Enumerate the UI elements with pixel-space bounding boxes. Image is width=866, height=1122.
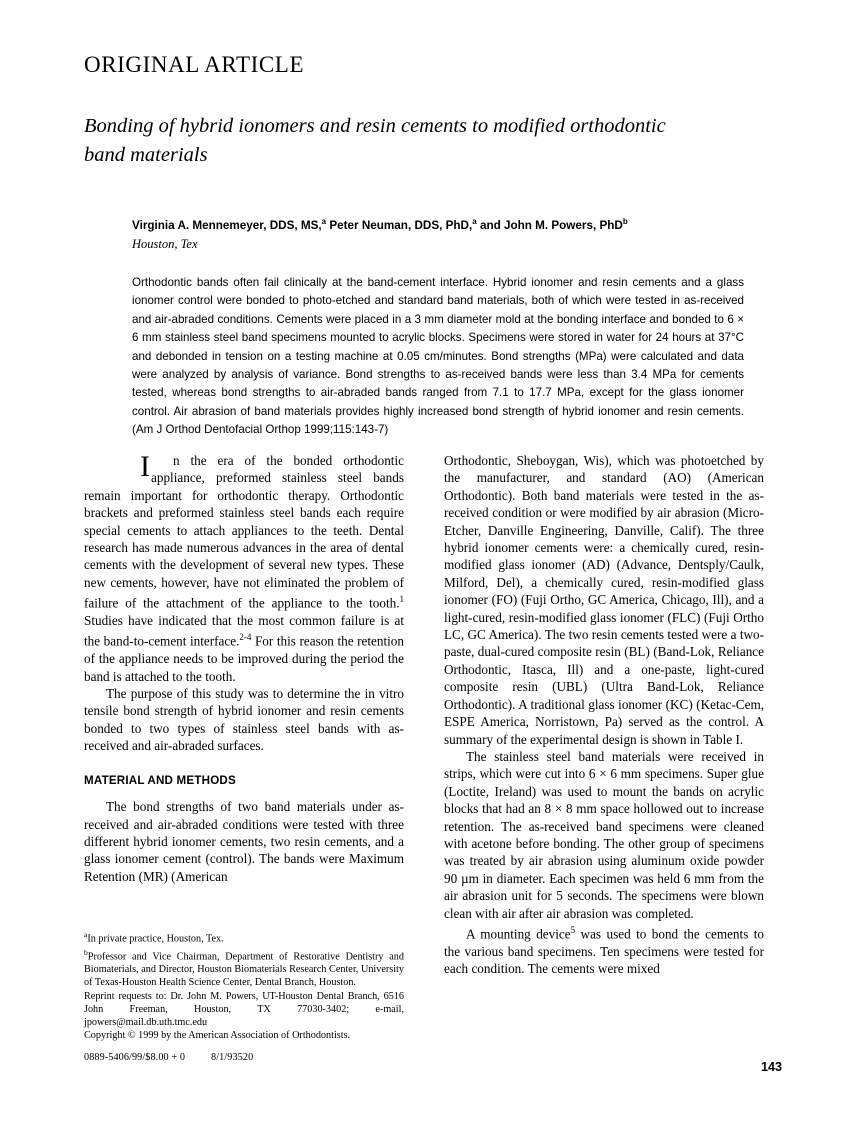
author-list	[132, 214, 744, 234]
article-header	[84, 52, 784, 440]
section-heading-material-and-methods: MATERIAL AND METHODS	[84, 773, 236, 787]
footnote-copyright: Copyright © 1999 by the American Association of Orthodontists.	[84, 1030, 351, 1042]
footnote-a-text: In private practice, Houston, Tex.	[87, 933, 224, 945]
footnote-a-marker: a	[84, 930, 88, 939]
paragraph-methods-1: The bond strengths of two band materials under as-received and air-abraded conditions were tested with three different hybrid ionomer cements, two resin cements, and a glass ionomer cement (control). The bands were Maximum Retention (MR) (American	[84, 799, 404, 884]
author-2-name: Peter Neuman, DDS, PhD,	[326, 218, 473, 232]
author-1-name: Virginia A. Mennemeyer, DDS, MS,	[132, 218, 322, 232]
author-3-name: and John M. Powers, PhD	[476, 218, 623, 232]
author-location: Houston, Tex	[132, 236, 198, 251]
footnote-b-text: Professor and Vice Chairman, Department of Restorative Dentistry and Biomaterials, and Director, Houston Biomaterials Research Center, University of Texas-Houston Health Science Center, Dental Branch, Houston.	[84, 950, 404, 989]
column-left	[84, 452, 404, 885]
citation-5: 5	[570, 924, 576, 935]
footnote-issn	[84, 1051, 404, 1064]
paragraph-intro-part3: For this reason the retention of the appliance needs to be improved during the period the band is attached to the tooth.	[84, 633, 404, 684]
paragraph-methods-3: The stainless steel band materials were received in strips, which were cut into 6 × 6 mm specimens. Super glue (Loctite, Ireland) was used to mount the bands on acrylic blocks that had an 8 × 8 mm space hollowed out to increase retention. The as-received band specimens were cleaned with acetone before bonding. The other group of specimens was treated by air abrasion using aluminum oxide powder 90 µm in diameter. Each specimen was held 6 mm from the air abrasion unit for 5 seconds. The specimens were blown clean with air after air abrasion was completed.	[444, 748, 764, 921]
abstract-text: Orthodontic bands often fail clinically at the band-cement interface. Hybrid ionomer and resin cements and a glass ionomer control were bonded to photo-etched and standard band materials, both of which were tested in as-received and air-abraded conditions. Cements were placed in a 3 mm diameter mold at the bonding interface and bonded to 6 × 6 mm stainless steel band specimens mounted to acrylic blocks. Specimens were stored in water for 24 hours at 37°C and debonded in tension on a testing machine at 0.05 cm/minutes. Bond strengths (MPa) were calculated and data were analyzed by analysis of variance. Bond strengths to as-received bands were less than 3.4 MPa for cements tested, whereas bond strengths to air-abraded bands ranged from 7.1 to 17.7 MPa, except for the glass ionomer control. Air abrasion of band materials provides highly increased bond strength of hybrid ionomer and resin cements. (Am J Orthod Dentofacial Orthop 1999;115:143-7)	[132, 275, 744, 437]
issn-code: 8/1/93520	[211, 1052, 254, 1064]
paragraph-methods-4-part2: was used to bond the cements to the various band specimens. Ten specimens were tested for each condition. The cements were mixed	[444, 926, 765, 977]
authors-block	[132, 214, 744, 440]
paragraph-intro-part2: Studies have indicated that the most common failure is at the band-to-cement interface.	[84, 613, 404, 649]
article-type-label: ORIGINAL ARTICLE	[84, 52, 305, 77]
column-right	[444, 452, 764, 978]
paragraph-intro	[84, 452, 404, 685]
page-number: 143	[760, 1060, 782, 1074]
issn-value: 0889-5406/99/$8.00 + 0	[84, 1052, 186, 1064]
footnote-reprint-requests: Reprint requests to: Dr. John M. Powers, UT-Houston Dental Branch, 6516 John Freeman, Houston, TX 77030-3402; e-mail, jpowers@mail.db.uth.tmc.edu	[84, 990, 404, 1028]
author-1-marker: a	[321, 217, 327, 226]
footnote-a	[84, 928, 404, 946]
article-title: Bonding of hybrid ionomers and resin cements to modified orthodontic band materials	[84, 115, 666, 166]
citation-2-4: 2-4	[239, 632, 252, 643]
footnote-b	[84, 946, 404, 990]
author-3-marker: b	[622, 217, 628, 226]
paragraph-methods-2: Orthodontic, Sheboygan, Wis), which was photoetched by the manufacturer, and standard (AO) (American Orthodontic). Both band materials were tested in the as-received condition or were modified by air abrasion (Micro-Etcher, Danville Engineering, Danville, Calif). The three hybrid ionomer cements were: a chemically cured, resin-modified glass ionomer (AD) (Advance, Dentsply/Caulk, Milford, Del), a chemically cured, resin-modified glass ionomer (FO) (Fuji Ortho, GC America, Chicago, Ill), and a light-cured, resin-modified glass ionomer (FLC) (Fuji Ortho LC, GC America). The two resin cements tested were a two-paste, dual-cured composite resin (BL) (Band-Lok, Reliance Orthodontic, Itasca, Ill) and a one-paste, light-cured composite resin (UBL) (Ultra Band-Lok, Reliance Orthodontic). A traditional glass ionomer (KC) (Ketac-Cem, ESPE America, Norristown, Pa) served as the control. A summary of the experimental design is shown in Table I.	[444, 453, 764, 747]
paragraph-purpose: The purpose of this study was to determine the in vitro tensile bond strength of hybrid ionomer and resin cements bonded to two types of stainless steel bands with as-received and air-abraded surfaces.	[84, 686, 404, 754]
footnotes-block	[84, 928, 404, 1065]
paragraph-methods-4-part1: A mounting device	[466, 926, 571, 942]
citation-1: 1	[399, 594, 404, 605]
paragraph-methods-4	[444, 922, 764, 978]
drop-cap: I	[140, 450, 150, 483]
footnote-b-marker: b	[84, 947, 88, 957]
paragraph-intro-part1: n the era of the bonded orthodontic appliance, preformed stainless steel bands remain important for orthodontic therapy. Orthodontic brackets and preformed stainless steel bands each require special cements to attach appliances to the teeth. Dental research has made numerous advances in the area of dental cements with the development of several new types. These new cements, however, have not eliminated the problem of failure of the attachment of the appliance to the tooth.	[84, 453, 404, 611]
author-2-marker: a	[472, 217, 477, 226]
